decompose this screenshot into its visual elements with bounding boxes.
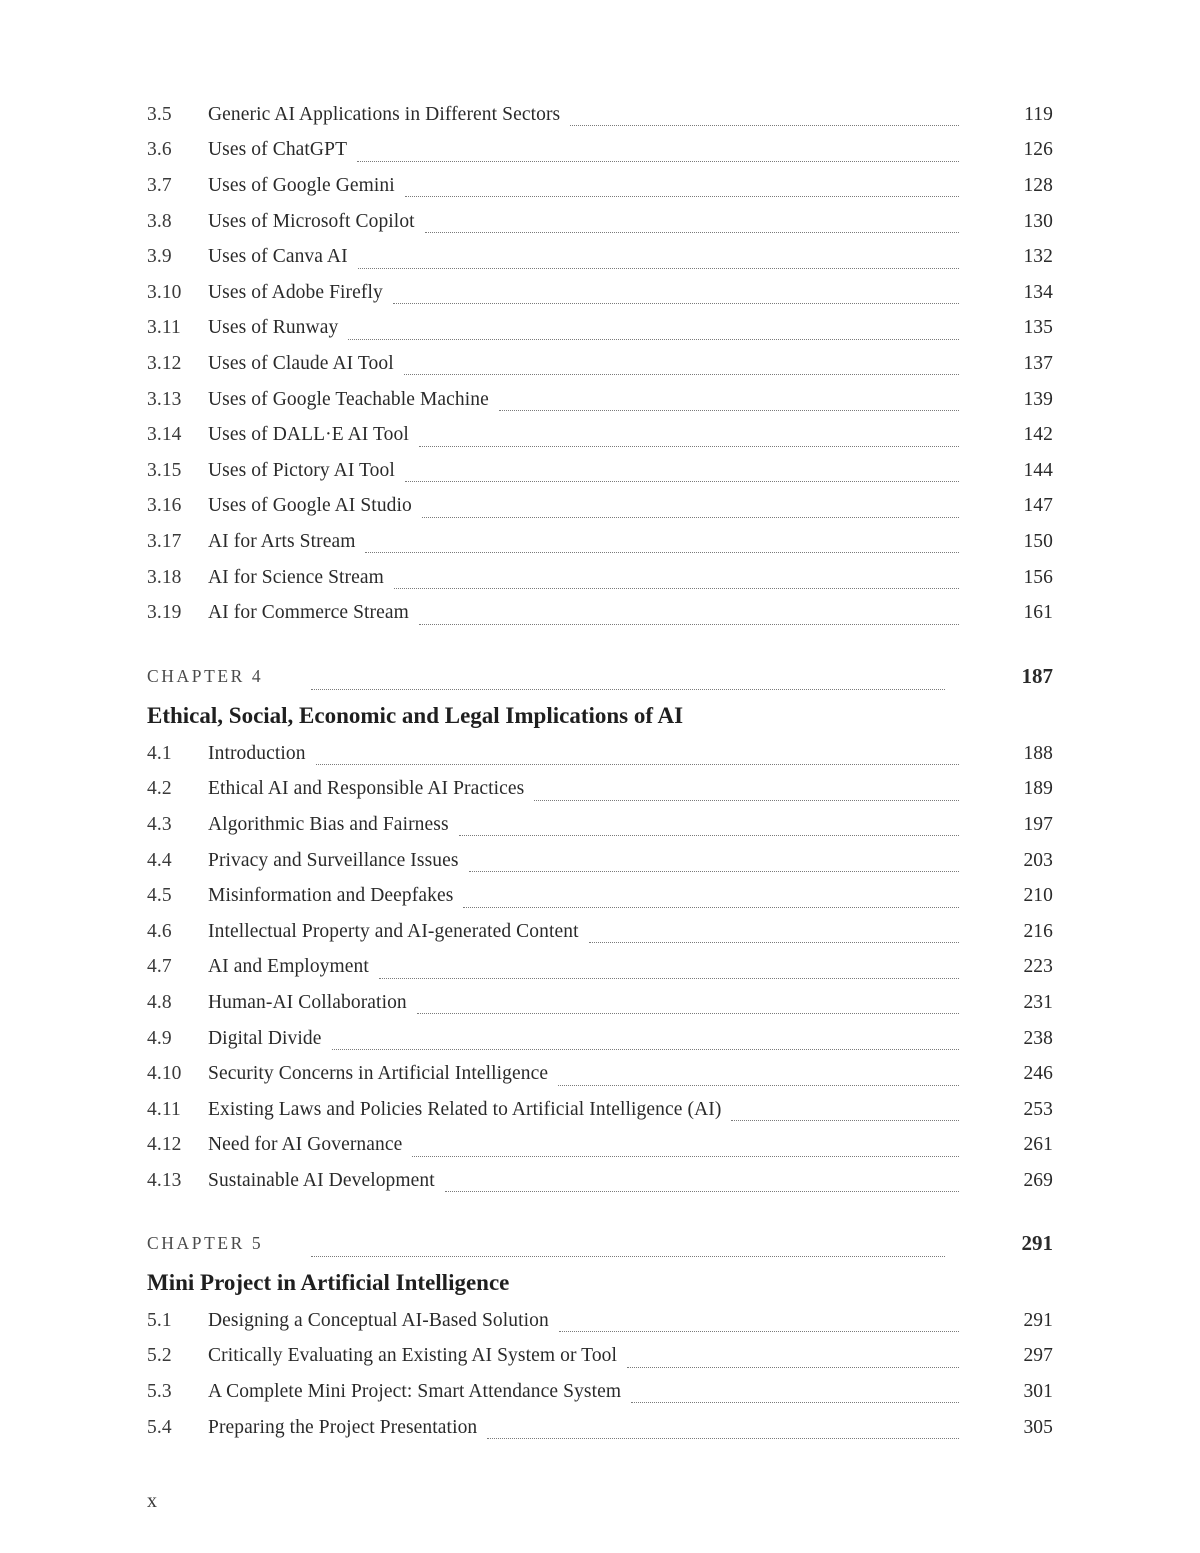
- section-page-number: 305: [1023, 1416, 1053, 1438]
- section-title: Existing Laws and Policies Related to Artificial Intelligence (AI): [208, 1098, 722, 1120]
- dot-leader: [357, 161, 959, 162]
- section-number: 3.12: [147, 352, 182, 374]
- section-title: AI for Arts Stream: [208, 530, 356, 552]
- toc-entry[interactable]: [147, 239, 1053, 275]
- section-page-number: 291: [1023, 1309, 1053, 1331]
- section-number: 4.2: [147, 778, 172, 800]
- toc-entry[interactable]: [147, 133, 1053, 169]
- dot-leader: [422, 517, 959, 518]
- section-number: 3.18: [147, 566, 182, 588]
- toc-entry[interactable]: [147, 311, 1053, 347]
- section-number: 4.4: [147, 849, 172, 871]
- dot-leader: [404, 374, 959, 375]
- toc-entry[interactable]: [147, 843, 1053, 879]
- toc-entry[interactable]: [147, 985, 1053, 1021]
- toc-entry[interactable]: [147, 736, 1053, 772]
- section-page-number: 134: [1023, 281, 1053, 303]
- toc-entry[interactable]: [147, 275, 1053, 311]
- section-page-number: 144: [1023, 459, 1053, 481]
- section-page-number: 161: [1023, 602, 1053, 624]
- section-page-number: 130: [1023, 210, 1053, 232]
- section-number: 3.10: [147, 281, 182, 303]
- section-number: 3.14: [147, 424, 182, 446]
- section-page-number: 253: [1023, 1098, 1053, 1120]
- dot-leader: [459, 835, 959, 836]
- section-number: 3.8: [147, 210, 172, 232]
- toc-entry[interactable]: [147, 97, 1053, 133]
- section-title: Need for AI Governance: [208, 1134, 403, 1156]
- toc-entry[interactable]: [147, 382, 1053, 418]
- toc-entry[interactable]: [147, 772, 1053, 808]
- toc-entry[interactable]: [147, 168, 1053, 204]
- dot-leader: [419, 624, 959, 625]
- dot-leader: [469, 871, 959, 872]
- dot-leader: [558, 1085, 959, 1086]
- toc-entry[interactable]: [147, 914, 1053, 950]
- section-page-number: 189: [1023, 778, 1053, 800]
- section-number: 4.9: [147, 1027, 172, 1049]
- toc-entry[interactable]: [147, 453, 1053, 489]
- toc-entry[interactable]: [147, 524, 1053, 560]
- section-page-number: 197: [1023, 813, 1053, 835]
- toc-entry[interactable]: [147, 417, 1053, 453]
- section-number: 4.3: [147, 813, 172, 835]
- section-page-number: 188: [1023, 742, 1053, 764]
- dot-leader: [379, 978, 959, 979]
- chapter-4-list: [147, 736, 1053, 1199]
- section-title: Ethical AI and Responsible AI Practices: [208, 778, 525, 800]
- chapter-page-number: 187: [1021, 663, 1053, 688]
- dot-leader: [631, 1402, 959, 1403]
- dot-leader: [559, 1331, 959, 1332]
- section-page-number: 147: [1023, 495, 1053, 517]
- toc-entry[interactable]: [147, 950, 1053, 986]
- section-number: 5.3: [147, 1380, 172, 1402]
- section-number: 4.13: [147, 1169, 182, 1191]
- toc-entry[interactable]: [147, 807, 1053, 843]
- section-title: Uses of Adobe Firefly: [208, 281, 383, 303]
- toc-entry[interactable]: [147, 878, 1053, 914]
- section-number: 3.5: [147, 103, 172, 125]
- chapter-4-block: [147, 656, 1053, 1199]
- toc-entry[interactable]: [147, 346, 1053, 382]
- dot-leader: [365, 552, 959, 553]
- section-number: 5.1: [147, 1309, 172, 1331]
- section-title: Uses of Claude AI Tool: [208, 352, 394, 374]
- section-page-number: 139: [1023, 388, 1053, 410]
- toc-entry[interactable]: [147, 1021, 1053, 1057]
- section-page-number: 150: [1023, 530, 1053, 552]
- section-number: 3.16: [147, 495, 182, 517]
- section-number: 3.9: [147, 246, 172, 268]
- section-page-number: 128: [1023, 174, 1053, 196]
- section-page-number: 223: [1023, 956, 1053, 978]
- dot-leader: [419, 446, 959, 447]
- section-title: Digital Divide: [208, 1027, 322, 1049]
- dot-leader: [348, 339, 959, 340]
- section-page-number: 269: [1023, 1169, 1053, 1191]
- toc-entry[interactable]: [147, 1410, 1053, 1446]
- dot-leader: [445, 1191, 959, 1192]
- section-number: 3.17: [147, 530, 182, 552]
- section-page-number: 126: [1023, 139, 1053, 161]
- dot-leader: [425, 232, 959, 233]
- dot-leader: [358, 268, 959, 269]
- section-page-number: 156: [1023, 566, 1053, 588]
- section-page-number: 297: [1023, 1345, 1053, 1367]
- section-title: Critically Evaluating an Existing AI System or Tool: [208, 1345, 618, 1367]
- section-page-number: 142: [1023, 424, 1053, 446]
- toc-entry[interactable]: [147, 1374, 1053, 1410]
- dot-leader: [534, 800, 959, 801]
- dot-leader: [405, 481, 959, 482]
- toc-entry[interactable]: [147, 1163, 1053, 1199]
- dot-leader: [499, 410, 959, 411]
- chapter-3-continued-list: [147, 97, 1053, 631]
- dot-leader: [570, 125, 959, 126]
- section-title: Uses of DALL·E AI Tool: [208, 424, 409, 446]
- section-page-number: 132: [1023, 246, 1053, 268]
- dot-leader: [487, 1438, 959, 1439]
- section-title: Designing a Conceptual AI-Based Solution: [208, 1309, 549, 1331]
- toc-entry[interactable]: [147, 1056, 1053, 1092]
- section-number: 4.1: [147, 742, 172, 764]
- section-number: 3.7: [147, 174, 172, 196]
- toc-entry[interactable]: [147, 1128, 1053, 1164]
- dot-leader: [311, 689, 945, 690]
- section-title: Generic AI Applications in Different Sectors: [208, 103, 561, 125]
- dot-leader: [394, 588, 959, 589]
- chapter-5-list: [147, 1303, 1053, 1445]
- page-number: x: [147, 1490, 157, 1512]
- dot-leader: [332, 1049, 959, 1050]
- section-number: 3.6: [147, 139, 172, 161]
- section-number: 4.7: [147, 956, 172, 978]
- toc-entry[interactable]: [147, 595, 1053, 631]
- dot-leader: [412, 1156, 959, 1157]
- dot-leader: [731, 1120, 959, 1121]
- toc-entry[interactable]: [147, 1092, 1053, 1128]
- section-number: 5.2: [147, 1345, 172, 1367]
- section-number: 3.11: [147, 317, 181, 339]
- section-title: Sustainable AI Development: [208, 1169, 435, 1191]
- section-number: 4.10: [147, 1063, 182, 1085]
- toc-entry[interactable]: [147, 489, 1053, 525]
- section-number: 3.19: [147, 602, 182, 624]
- section-title: Uses of Google Gemini: [208, 174, 395, 196]
- section-title: Misinformation and Deepfakes: [208, 885, 454, 907]
- section-number: 4.8: [147, 991, 172, 1013]
- section-title: Intellectual Property and AI-generated Content: [208, 920, 579, 942]
- chapter-page-number: 291: [1021, 1230, 1053, 1255]
- section-title: Uses of Microsoft Copilot: [208, 210, 415, 232]
- section-number: 3.13: [147, 388, 182, 410]
- section-page-number: 137: [1023, 352, 1053, 374]
- section-title: AI for Commerce Stream: [208, 602, 409, 624]
- section-title: Uses of Runway: [208, 317, 339, 339]
- dot-leader: [311, 1256, 945, 1257]
- section-page-number: 135: [1023, 317, 1053, 339]
- section-title: Uses of Google Teachable Machine: [208, 388, 489, 410]
- toc-entry[interactable]: [147, 1339, 1053, 1375]
- section-page-number: 216: [1023, 920, 1053, 942]
- section-title: Security Concerns in Artificial Intelligence: [208, 1063, 549, 1085]
- chapter-label: CHAPTER 4: [147, 665, 264, 686]
- section-number: 4.11: [147, 1098, 181, 1120]
- section-page-number: 119: [1024, 103, 1053, 125]
- section-title: AI for Science Stream: [208, 566, 384, 588]
- section-page-number: 203: [1023, 849, 1053, 871]
- toc-entry[interactable]: [147, 1303, 1053, 1339]
- dot-leader: [405, 196, 959, 197]
- section-title: Uses of Canva AI: [208, 246, 348, 268]
- chapter-title: Mini Project in Artificial Intelligence: [147, 1270, 510, 1295]
- section-number: 4.12: [147, 1134, 182, 1156]
- section-number: 4.5: [147, 885, 172, 907]
- section-page-number: 261: [1023, 1134, 1053, 1156]
- chapter-title: Ethical, Social, Economic and Legal Implications of AI: [147, 703, 684, 728]
- dot-leader: [589, 942, 959, 943]
- dot-leader: [627, 1367, 959, 1368]
- section-title: Privacy and Surveillance Issues: [208, 849, 459, 871]
- section-page-number: 301: [1023, 1380, 1053, 1402]
- section-number: 3.15: [147, 459, 182, 481]
- section-title: A Complete Mini Project: Smart Attendance System: [208, 1380, 622, 1402]
- chapter-5-block: [147, 1223, 1053, 1445]
- section-title: Uses of Pictory AI Tool: [208, 459, 395, 481]
- section-page-number: 238: [1023, 1027, 1053, 1049]
- toc-entry[interactable]: [147, 204, 1053, 240]
- dot-leader: [463, 907, 959, 908]
- section-number: 4.6: [147, 920, 172, 942]
- dot-leader: [316, 764, 959, 765]
- section-title: Preparing the Project Presentation: [208, 1416, 478, 1438]
- section-title: Algorithmic Bias and Fairness: [208, 813, 449, 835]
- chapter-4-header[interactable]: [147, 656, 1053, 696]
- section-title: AI and Employment: [208, 956, 369, 978]
- section-page-number: 246: [1023, 1063, 1053, 1085]
- section-title: Human-AI Collaboration: [208, 991, 407, 1013]
- chapter-5-header[interactable]: [147, 1223, 1053, 1263]
- section-title: Introduction: [208, 742, 306, 764]
- dot-leader: [393, 303, 959, 304]
- section-number: 5.4: [147, 1416, 172, 1438]
- chapter-label: CHAPTER 5: [147, 1232, 264, 1253]
- dot-leader: [417, 1013, 959, 1014]
- section-title: Uses of Google AI Studio: [208, 495, 412, 517]
- toc-entry[interactable]: [147, 560, 1053, 596]
- section-page-number: 231: [1023, 991, 1053, 1013]
- section-page-number: 210: [1023, 885, 1053, 907]
- section-title: Uses of ChatGPT: [208, 139, 348, 161]
